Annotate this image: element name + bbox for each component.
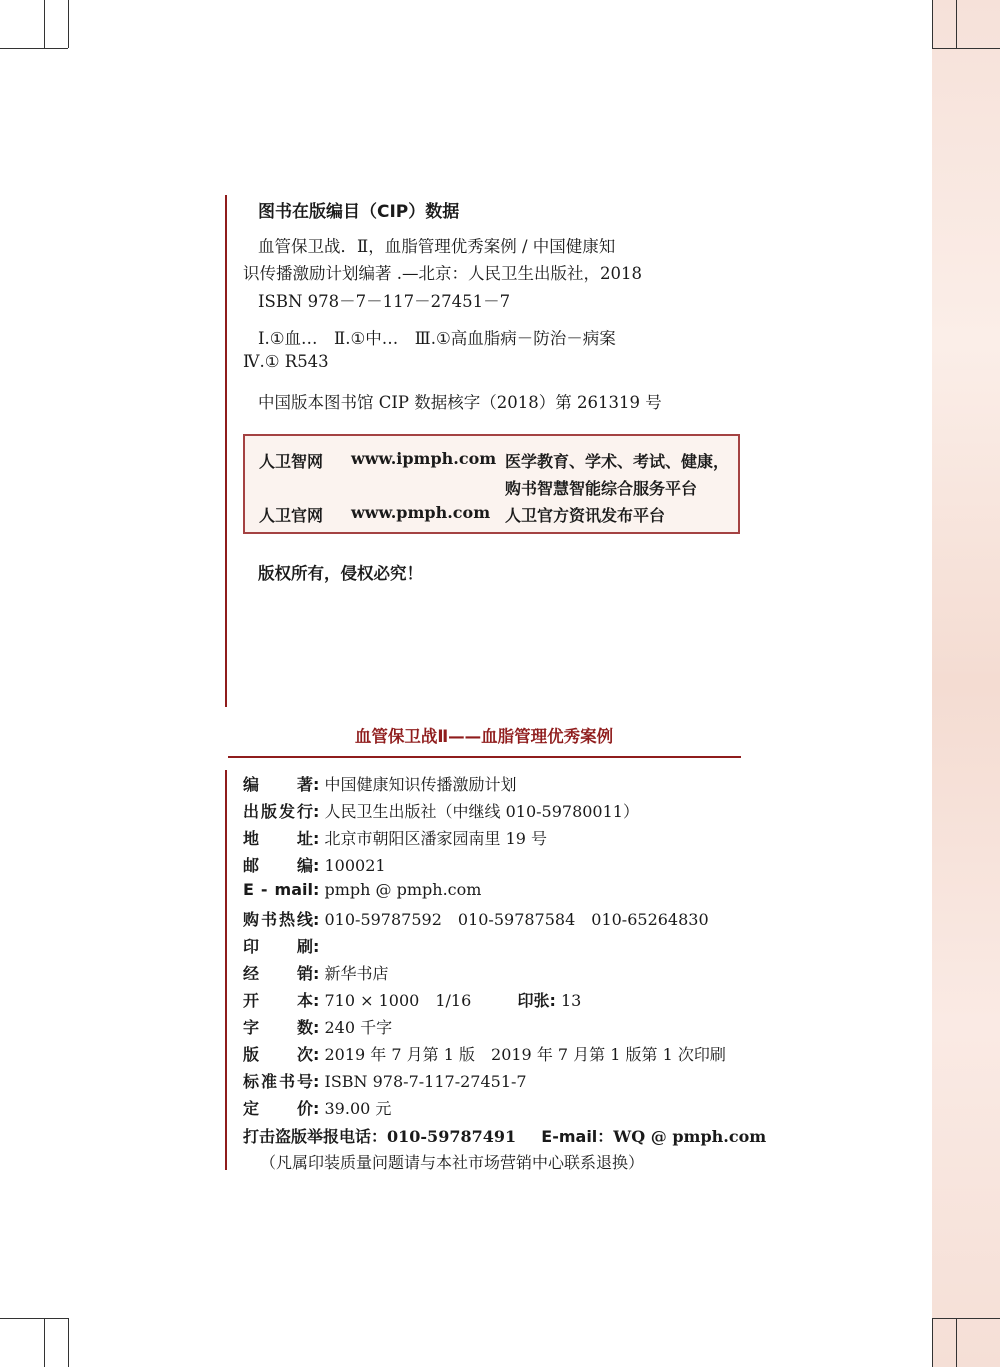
info-label: 印 刷 <box>243 937 313 956</box>
info-row-postcode: 邮 编: 100021 <box>243 853 386 879</box>
info-row-email: E - mail: pmph @ pmph.com <box>243 880 482 899</box>
info-value: 710 × 1000 1/16 <box>324 991 472 1010</box>
info-vertical-rule <box>225 770 227 1170</box>
return-notice: （凡属印装质量问题请与本社市场营销中心联系退换） <box>260 1153 645 1172</box>
copyright-notice: 版权所有，侵权必究！ <box>258 564 423 583</box>
platform-description: 人卫官方资讯发布平台 <box>505 506 666 525</box>
info-value: 中国健康知识传播激励计划 <box>324 775 517 794</box>
platform-name: 人卫智网 <box>259 452 324 471</box>
platform-info-box <box>243 434 740 534</box>
platform-url[interactable]: www.pmph.com <box>351 503 491 522</box>
info-row-price: 定 价: 39.00 元 <box>243 1096 391 1122</box>
cip-classification: Ⅳ.① R543 <box>243 352 329 371</box>
cip-classification: Ⅰ.①血… Ⅱ.①中… Ⅲ.①高血脂病－防治－病案 <box>258 329 616 348</box>
piracy-report-line <box>243 1124 766 1147</box>
info-label: 字 数 <box>243 1018 313 1037</box>
info-value: 人民卫生出版社（中继线 010-59780011） <box>324 802 639 821</box>
cip-record-line: 识传播激励计划编著 .—北京：人民卫生出版社，2018 <box>243 264 642 283</box>
info-label: 购书热线 <box>243 910 313 929</box>
info-row-isbn: 标准书号: ISBN 978-7-117-27451-7 <box>243 1069 527 1095</box>
info-label: E - mail <box>243 880 313 899</box>
info-label: 版 次 <box>243 1045 313 1064</box>
crop-mark <box>0 48 68 49</box>
info-value: ISBN 978-7-117-27451-7 <box>324 1072 527 1091</box>
crop-mark <box>956 0 957 48</box>
book-title: 血管保卫战Ⅱ——血脂管理优秀案例 <box>354 727 614 746</box>
info-value: 新华书店 <box>324 964 389 983</box>
info-row-word-count: 字 数: 240 千字 <box>243 1015 392 1041</box>
info-label: 编 著 <box>243 775 313 794</box>
cip-vertical-rule <box>225 195 227 707</box>
info-label: 印张 <box>517 991 550 1010</box>
crop-mark <box>932 1318 1000 1319</box>
page-edge-tint <box>932 0 1000 1367</box>
crop-mark <box>932 1318 933 1367</box>
cip-record-number: 中国版本图书馆 CIP 数据核字（2018）第 261319 号 <box>258 393 662 412</box>
title-rule <box>228 756 741 758</box>
crop-mark <box>68 0 69 48</box>
info-value: 北京市朝阳区潘家园南里 19 号 <box>324 829 548 848</box>
info-row-hotline: 购书热线: 010-59787592 010-59787584 010-65264830 <box>243 907 709 933</box>
cip-heading: 图书在版编目（CIP）数据 <box>258 202 460 222</box>
piracy-report-label: 打击盗版举报电话： <box>243 1127 388 1146</box>
info-label: 开 本 <box>243 991 313 1010</box>
info-label: 邮 编 <box>243 856 313 875</box>
piracy-report-email[interactable]: WQ @ pmph.com <box>613 1127 767 1146</box>
platform-url[interactable]: www.ipmph.com <box>351 449 497 468</box>
info-label: 地 址 <box>243 829 313 848</box>
info-row-author: 编 著: 中国健康知识传播激励计划 <box>243 772 517 798</box>
platform-description: 医学教育、学术、考试、健康， <box>505 452 730 471</box>
info-value: 010-59787592 010-59787584 010-65264830 <box>324 910 709 929</box>
info-label: 定 价 <box>243 1099 313 1118</box>
info-row-format: 开 本: 710 × 1000 1/16 印张: 13 <box>243 988 581 1014</box>
cip-isbn: ISBN 978－7－117－27451－7 <box>258 292 511 311</box>
info-row-address: 地 址: 北京市朝阳区潘家园南里 19 号 <box>243 826 547 852</box>
info-value: 2019 年 7 月第 1 版 2019 年 7 月第 1 版第 1 次印刷 <box>324 1045 726 1064</box>
info-label: 标准书号 <box>243 1072 313 1091</box>
crop-mark <box>0 1318 68 1319</box>
info-row-distributor: 经 销: 新华书店 <box>243 961 389 987</box>
platform-description: 购书智慧智能综合服务平台 <box>505 479 698 498</box>
crop-mark <box>44 1318 45 1367</box>
crop-mark <box>932 48 1000 49</box>
info-value[interactable]: pmph @ pmph.com <box>324 880 482 899</box>
info-value: 39.00 元 <box>324 1099 392 1118</box>
platform-name: 人卫官网 <box>259 506 324 525</box>
crop-mark <box>68 1318 69 1367</box>
info-label: 出版发行 <box>243 802 313 821</box>
info-row-edition: 版 次: 2019 年 7 月第 1 版 2019 年 7 月第 1 版第 1 次印刷 <box>243 1042 726 1068</box>
info-value: 240 千字 <box>324 1018 393 1037</box>
crop-mark <box>956 1318 957 1367</box>
info-value: 100021 <box>324 856 386 875</box>
info-value: 13 <box>560 991 582 1010</box>
crop-mark <box>932 0 933 48</box>
info-label: 经 销 <box>243 964 313 983</box>
info-row-publisher: 出版发行: 人民卫生出版社（中继线 010-59780011） <box>243 799 639 825</box>
piracy-report-phone: 010-59787491 <box>387 1127 517 1146</box>
crop-mark <box>44 0 45 48</box>
info-row-printer: 印 刷: <box>243 934 319 960</box>
piracy-email-label: E-mail： <box>541 1127 614 1146</box>
cip-record-line: 血管保卫战．Ⅱ，血脂管理优秀案例 / 中国健康知 <box>258 237 616 256</box>
